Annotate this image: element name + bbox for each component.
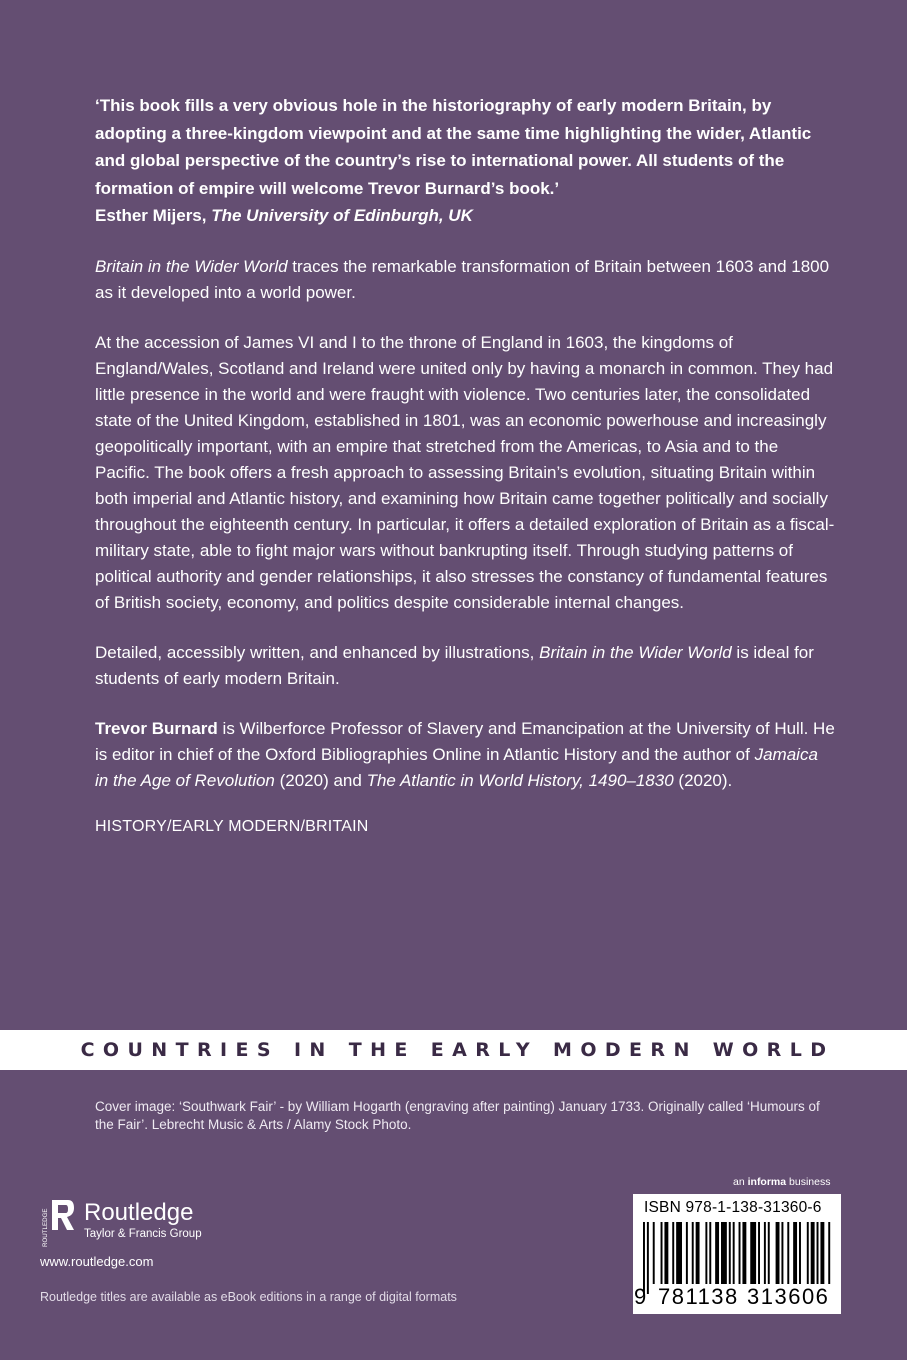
author-book-1: Jamaica in the Age of Revolution — [95, 744, 818, 790]
barcode-bar — [733, 1222, 735, 1284]
barcode-bar — [807, 1222, 809, 1284]
intro-paragraph — [95, 254, 835, 306]
routledge-logo — [40, 1196, 202, 1247]
intro-text: traces the remarkable transformation of Britain between 1603 and 1800 as it developed into a world power. — [95, 256, 830, 302]
book-title: Britain in the Wider World — [95, 256, 288, 276]
informa-tag — [733, 1176, 830, 1188]
ean-left-group: 781138 — [655, 1284, 742, 1310]
barcode-bar — [742, 1222, 746, 1284]
author-bio — [95, 716, 835, 794]
barcode-bar — [820, 1222, 824, 1284]
summary-tail: is ideal for students of early modern Britain. — [95, 642, 814, 688]
barcode-bar — [676, 1222, 682, 1284]
routledge-vertical-label: ROUTLEDGE — [42, 1208, 49, 1247]
barcode-bar — [672, 1222, 674, 1284]
ebook-note: Routledge titles are available as eBook editions in a range of digital formats — [40, 1290, 457, 1304]
barcode-bar — [686, 1222, 688, 1284]
barcode-bar — [768, 1222, 770, 1284]
barcode-bar — [739, 1222, 741, 1284]
publisher-group: Taylor & Francis Group — [84, 1227, 202, 1240]
publisher-name: Routledge — [84, 1198, 194, 1226]
summary-book-title: Britain in the Wider World — [539, 642, 732, 662]
endorser-name: Esther Mijers, — [95, 206, 207, 225]
ean-digits — [633, 1284, 841, 1310]
barcode-bar — [750, 1222, 756, 1284]
barcode-bar — [793, 1222, 797, 1284]
barcode-bar — [811, 1222, 815, 1284]
barcode-bar — [787, 1222, 789, 1284]
barcode-bar — [729, 1222, 731, 1284]
barcode-bar — [715, 1222, 719, 1284]
barcode-bar — [664, 1222, 668, 1284]
author-name: Trevor Burnard — [95, 718, 218, 738]
isbn-label: ISBN 978-1-138-31360-6 — [644, 1199, 822, 1216]
barcode-bar — [661, 1222, 663, 1284]
author-bio-text-3: (2020). — [673, 770, 733, 790]
author-bio-text-1: is Wilberforce Professor of Slavery and Emancipation at the University of Hull. He is editor in chief of the Oxford Bibliographies Online in Atlantic History and the author of — [95, 718, 835, 764]
ean-first-digit: 9 — [634, 1284, 647, 1309]
barcode-bar — [799, 1222, 801, 1284]
author-book-2: The Atlantic in World History, 1490–1830 — [366, 770, 674, 790]
summary-lead: Detailed, accessibly written, and enhanced by illustrations, — [95, 642, 540, 662]
series-band — [0, 1030, 907, 1070]
barcode-bar — [828, 1222, 830, 1284]
subject-category: HISTORY/EARLY MODERN/BRITAIN — [95, 817, 369, 835]
informa-brand: informa — [747, 1176, 787, 1188]
barcode-bar — [696, 1222, 700, 1284]
informa-post: business — [786, 1176, 831, 1188]
cover-credit: Cover image: ‘Southwark Fair’ - by William Hogarth (engraving after painting) January 1733. Originally called ‘Humours of the Fair’. Lebrecht Music & Arts / Alamy Stock Photo. — [95, 1099, 820, 1132]
endorser-institution: The University of Edinburgh, UK — [211, 206, 473, 225]
isbn-barcode — [633, 1194, 841, 1314]
barcode-bar — [705, 1222, 707, 1284]
barcode-bar — [781, 1222, 783, 1284]
barcode-bar — [776, 1222, 780, 1284]
publisher-block — [40, 1196, 202, 1269]
ean-right-group: 313606 — [744, 1284, 832, 1310]
blurb — [95, 92, 835, 836]
author-bio-text-2: (2020) and — [274, 770, 367, 790]
endorsement-attribution — [95, 202, 835, 230]
summary-paragraph — [95, 640, 835, 692]
routledge-r-icon — [40, 1196, 76, 1247]
barcode-bar — [692, 1222, 694, 1284]
informa-pre: an — [733, 1176, 748, 1188]
endorsement-quote: ‘This book fills a very obvious hole in the historiography of early modern Britain, by adopting a three-kingdom viewpoint and at the same time highlighting the wider, Atlantic and global perspective of the country’s rise to international power. All students of the formation of empire will welcome Trevor Burnard’s book.’ — [95, 96, 812, 198]
series-title: COUNTRIES IN THE EARLY MODERN WORLD — [80, 1039, 835, 1061]
barcode-bar — [721, 1222, 727, 1284]
barcode-bar — [817, 1222, 819, 1284]
barcode-bar — [709, 1222, 711, 1284]
barcode-bar — [653, 1222, 655, 1284]
publisher-url[interactable]: www.routledge.com — [40, 1254, 154, 1269]
description-paragraph: At the accession of James VI and I to the throne of England in 1603, the kingdoms of England/Wales, Scotland and Ireland were united only by having a monarch in common. They had little presence in the world and were fraught with violence. Two centuries later, the consolidated state of the United Kingdom, established in 1801, was an economic powerhouse and increasingly geopolitically important, with an empire that stretched from the Americas, to Asia and to the Pacific. The book offers a fresh approach to assessing Britain’s evolution, situating Britain within both imperial and Atlantic history, and examining how Britain came together politically and socially throughout the eighteenth century. In particular, it offers a detailed exploration of Britain as a fiscal-military state, able to fight major wars without bankrupting itself. Through studying patterns of political authority and gender relationships, it also stresses the constancy of fundamental features of British society, economy, and politics despite considerable internal changes. — [95, 332, 835, 612]
